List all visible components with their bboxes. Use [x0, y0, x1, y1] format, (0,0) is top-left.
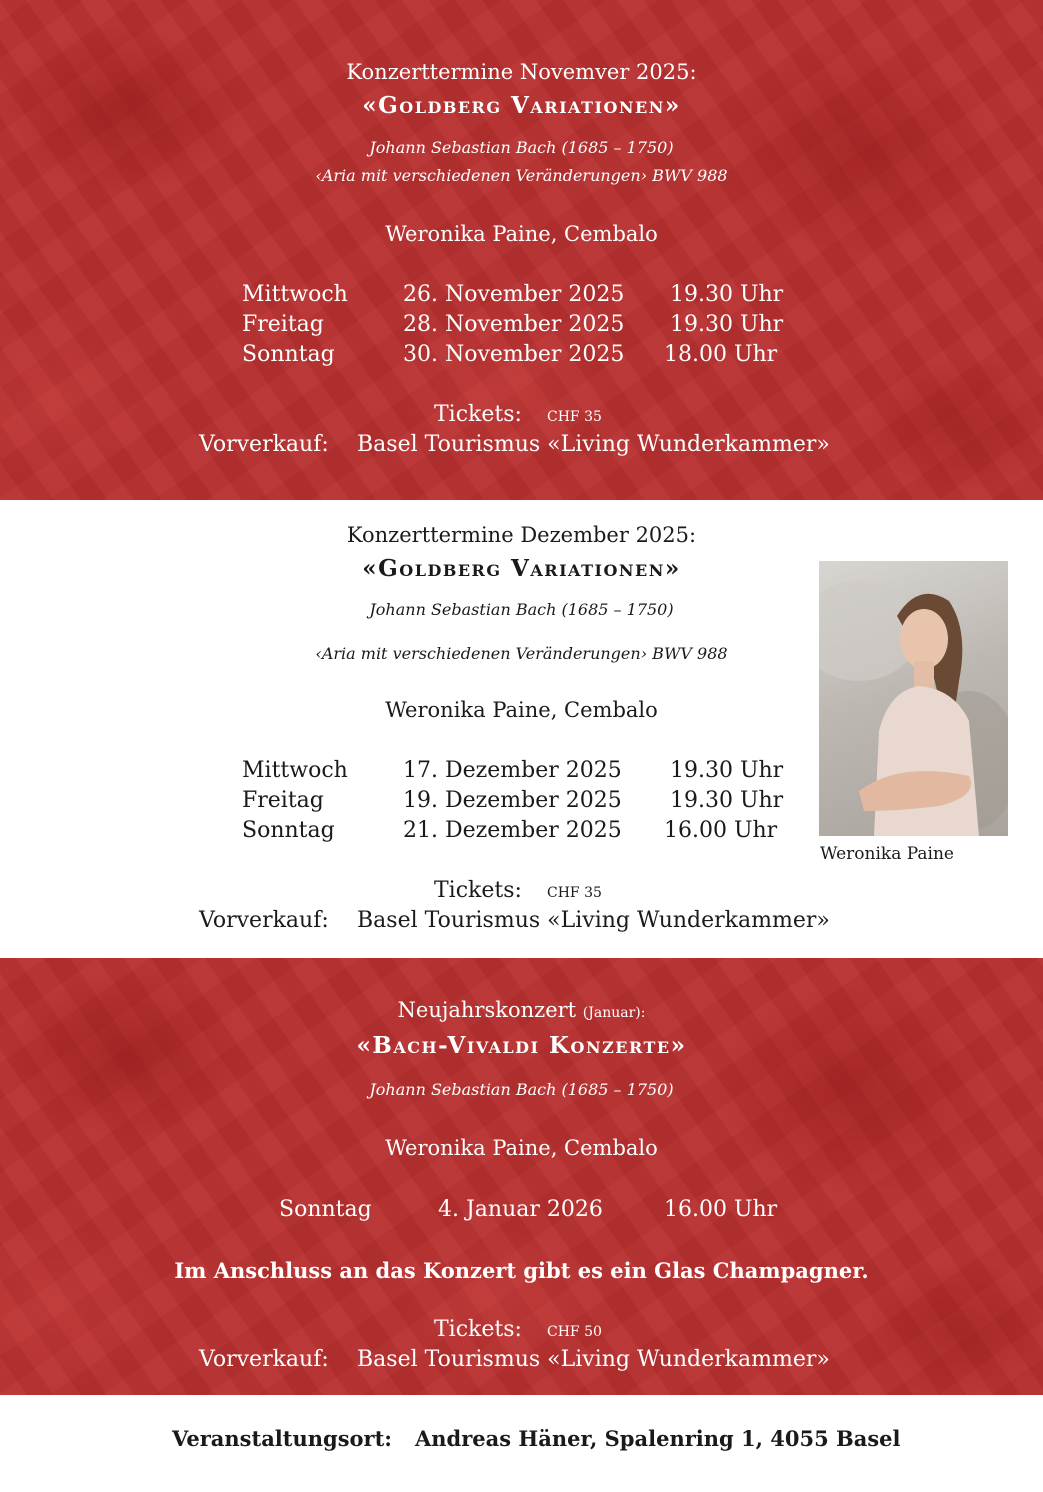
january-section [0, 958, 1043, 1395]
november-date-3: 30. November 2025 [403, 342, 625, 367]
january-label-note: (Januar): [582, 1005, 646, 1021]
november-day-3: Sonntag [242, 342, 335, 367]
december-label: Konzerttermine Dezember 2025: [346, 523, 697, 547]
november-date-1: 26. November 2025 [403, 282, 625, 307]
november-presale-label: Vorverkauf: [199, 432, 329, 457]
november-composer: Johann Sebastian Bach (1685 – 1750) [369, 138, 674, 157]
january-presale-label: Vorverkauf: [199, 1347, 329, 1372]
january-presale-value: Basel Tourismus «Living Wunderkammer» [357, 1347, 830, 1372]
photo-caption: Weronika Paine [820, 844, 954, 864]
december-time-1: 19.30 Uhr [670, 758, 784, 783]
december-tickets-price [547, 878, 602, 903]
january-time: 16.00 Uhr [664, 1197, 778, 1222]
november-label: Konzerttermine Novemver 2025: [346, 60, 697, 84]
november-work: ‹Aria mit verschiedenen Veränderungen› BWV 988 [315, 166, 728, 185]
venue-value: Andreas Häner, Spalenring 1, 4055 Basel [415, 1426, 901, 1451]
december-date-1: 17. Dezember 2025 [403, 758, 622, 783]
november-tickets-price [547, 402, 602, 427]
december-date-3: 21. Dezember 2025 [403, 818, 622, 843]
january-label: Neujahrskonzert [397, 998, 577, 1022]
december-composer: Johann Sebastian Bach (1685 – 1750) [369, 600, 674, 619]
december-title: «Goldberg Variationen» [362, 555, 681, 582]
november-time-2: 19.30 Uhr [670, 312, 784, 337]
december-time-3: 16.00 Uhr [664, 818, 778, 843]
january-price-text: CHF 50 [547, 1324, 602, 1340]
january-composer: Johann Sebastian Bach (1685 – 1750) [369, 1080, 674, 1099]
january-tickets-price [547, 1317, 602, 1342]
december-presale-label: Vorverkauf: [199, 908, 329, 933]
january-day: Sonntag [279, 1197, 372, 1222]
december-work: ‹Aria mit verschiedenen Veränderungen› BWV 988 [315, 644, 728, 663]
january-date: 4. Januar 2026 [438, 1197, 603, 1222]
january-title: «Bach-Vivaldi Konzerte» [356, 1032, 687, 1059]
december-date-2: 19. Dezember 2025 [403, 788, 622, 813]
november-price-text: CHF 35 [547, 409, 602, 425]
january-label-line [0, 998, 1043, 1022]
november-tickets-label: Tickets: [434, 402, 522, 427]
november-presale-value: Basel Tourismus «Living Wunderkammer» [357, 432, 830, 457]
november-title: «Goldberg Variationen» [362, 92, 681, 119]
november-day-1: Mittwoch [242, 282, 348, 307]
november-date-2: 28. November 2025 [403, 312, 625, 337]
venue-label: Veranstaltungsort: [172, 1426, 393, 1451]
november-day-2: Freitag [242, 312, 324, 337]
january-note: Im Anschluss an das Konzert gibt es ein Glas Champagner. [174, 1258, 869, 1283]
december-price-text: CHF 35 [547, 885, 602, 901]
december-time-2: 19.30 Uhr [670, 788, 784, 813]
november-section [0, 0, 1043, 500]
december-day-3: Sonntag [242, 818, 335, 843]
performer-portrait-illustration [819, 561, 1008, 836]
november-time-3: 18.00 Uhr [664, 342, 778, 367]
december-presale-value: Basel Tourismus «Living Wunderkammer» [357, 908, 830, 933]
december-day-2: Freitag [242, 788, 324, 813]
december-day-1: Mittwoch [242, 758, 348, 783]
january-tickets-label: Tickets: [434, 1317, 522, 1342]
december-tickets-label: Tickets: [434, 878, 522, 903]
performer-photo [819, 561, 1008, 836]
january-performer: Weronika Paine, Cembalo [385, 1136, 658, 1160]
november-time-1: 19.30 Uhr [670, 282, 784, 307]
november-performer: Weronika Paine, Cembalo [385, 222, 658, 246]
december-performer: Weronika Paine, Cembalo [385, 698, 658, 722]
